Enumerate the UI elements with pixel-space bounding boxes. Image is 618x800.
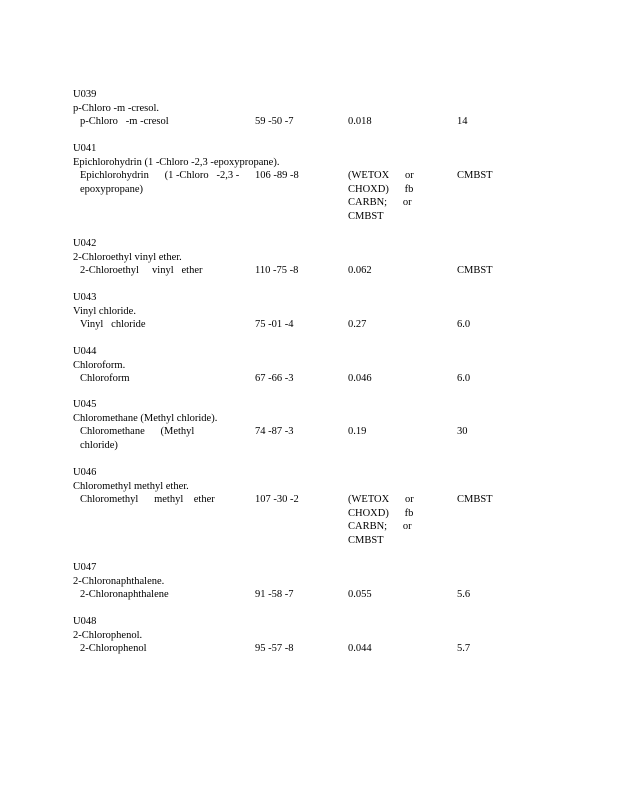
waste-description: Chloromethane (Methyl chloride).: [73, 412, 218, 424]
constituent-name: Vinyl chloride: [80, 319, 146, 330]
waste-code: U041: [73, 143, 97, 154]
cas-number: 59 -50 -7: [255, 116, 294, 127]
wastewater-standard: 0.046: [348, 373, 372, 384]
waste-code: U046: [73, 467, 97, 478]
nonwastewater-standard: CMBST: [457, 170, 493, 181]
constituent-name: 2-Chloroethyl vinyl ether: [80, 265, 203, 276]
waste-entry-u045: [73, 398, 593, 451]
waste-entry-u047: [73, 561, 593, 602]
constituent-name: p-Chloro -m -cresol: [80, 116, 169, 127]
wastewater-standard: (WETOX or CHOXD) fb CARBN; or CMBST: [348, 494, 414, 546]
waste-code: U044: [73, 346, 97, 357]
constituent-row: [73, 115, 593, 129]
constituent-name: 2-Chlorophenol: [80, 643, 147, 654]
waste-description: Vinyl chloride.: [73, 305, 136, 317]
nonwastewater-standard: 14: [457, 116, 468, 127]
constituent-row: [73, 642, 593, 656]
waste-entry-u039: [73, 88, 593, 129]
waste-description: 2-Chloroethyl vinyl ether.: [73, 251, 182, 263]
constituent-name: Chloromethyl methyl ether: [80, 494, 215, 505]
cas-number: 74 -87 -3: [255, 426, 294, 437]
waste-entry-u042: [73, 237, 593, 278]
constituent-name: 2-Chloronaphthalene: [80, 589, 169, 600]
constituent-row: [73, 493, 593, 546]
wastewater-standard: 0.018: [348, 116, 372, 127]
wastewater-standard: (WETOX or CHOXD) fb CARBN; or CMBST: [348, 170, 414, 222]
wastewater-standard: 0.055: [348, 589, 372, 600]
nonwastewater-standard: 5.7: [457, 643, 471, 654]
nonwastewater-standard: 5.6: [457, 589, 471, 600]
cas-number: 67 -66 -3: [255, 373, 294, 384]
constituent-row: [73, 588, 593, 602]
waste-description: p-Chloro -m -cresol.: [73, 102, 160, 114]
waste-code: U043: [73, 292, 97, 303]
cas-number: 91 -58 -7: [255, 589, 294, 600]
waste-description: 2-Chloronaphthalene.: [73, 575, 165, 587]
constituent-row: [73, 318, 593, 332]
waste-description: Chloromethyl methyl ether.: [73, 480, 189, 492]
waste-code: U047: [73, 562, 97, 573]
waste-entry-u044: [73, 345, 593, 386]
constituent-row: [73, 372, 593, 386]
nonwastewater-standard: CMBST: [457, 265, 493, 276]
waste-description: Epichlorohydrin (1 -Chloro -2,3 -epoxypropane).: [73, 156, 280, 168]
constituent-name: Epichlorohydrin (1 -Chloro -2,3 - epoxypropane): [80, 170, 240, 195]
constituent-name: Chloromethane (Methyl chloride): [80, 426, 195, 451]
wastewater-standard: 0.044: [348, 643, 372, 654]
constituent-row: [73, 425, 593, 451]
constituent-row: [73, 169, 593, 222]
nonwastewater-standard: 30: [457, 426, 468, 437]
cas-number: 75 -01 -4: [255, 319, 294, 330]
waste-entry-u046: [73, 466, 593, 546]
waste-code: U039: [73, 89, 97, 100]
waste-description: Chloroform.: [73, 359, 126, 371]
cas-number: 110 -75 -8: [255, 265, 299, 276]
cas-number: 106 -89 -8: [255, 170, 299, 181]
waste-entry-u043: [73, 291, 593, 332]
nonwastewater-standard: CMBST: [457, 494, 493, 505]
waste-entry-u048: [73, 615, 593, 656]
constituent-name: Chloroform: [80, 373, 130, 384]
waste-code: U045: [73, 399, 97, 410]
waste-entry-u041: [73, 142, 593, 222]
waste-description: 2-Chlorophenol.: [73, 629, 143, 641]
wastewater-standard: 0.19: [348, 426, 367, 437]
nonwastewater-standard: 6.0: [457, 319, 471, 330]
wastewater-standard: 0.27: [348, 319, 367, 330]
waste-code: U042: [73, 238, 97, 249]
nonwastewater-standard: 6.0: [457, 373, 471, 384]
cas-number: 107 -30 -2: [255, 494, 299, 505]
waste-code: U048: [73, 616, 97, 627]
wastewater-standard: 0.062: [348, 265, 372, 276]
constituent-row: [73, 264, 593, 278]
cas-number: 95 -57 -8: [255, 643, 294, 654]
